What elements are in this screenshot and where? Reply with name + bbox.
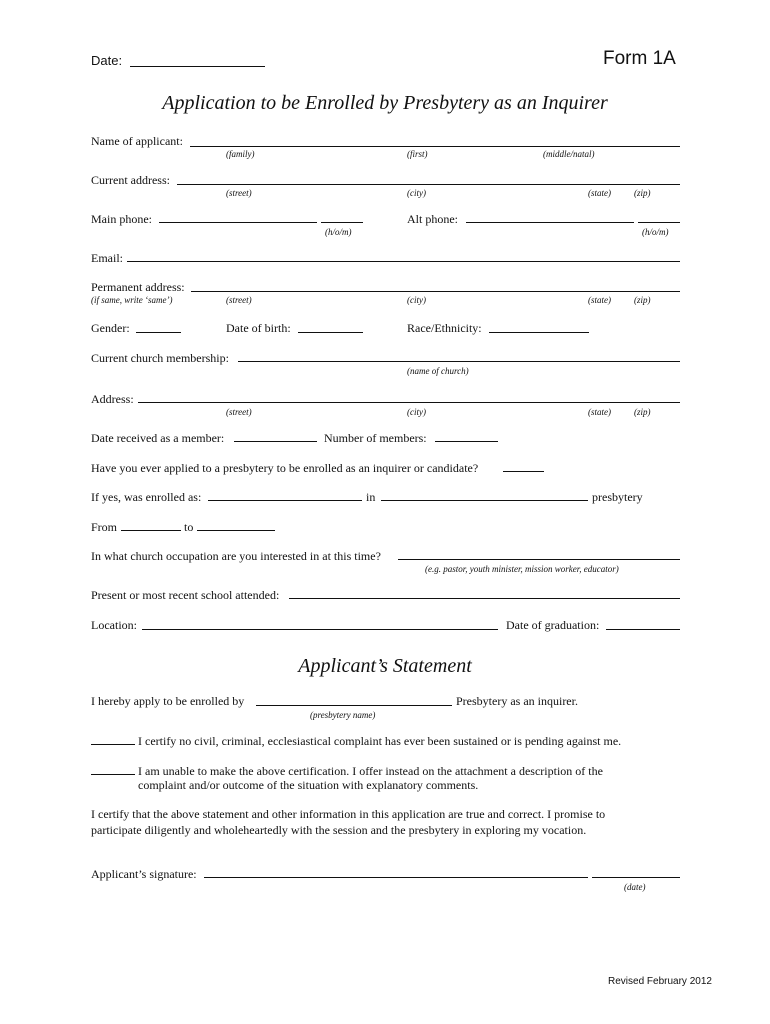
- date-received-field[interactable]: [234, 441, 317, 442]
- name-first-hint: (first): [407, 149, 428, 159]
- church-street-hint: (street): [226, 407, 252, 417]
- from-field[interactable]: [121, 530, 181, 531]
- graduation-field[interactable]: [606, 629, 680, 630]
- perm-zip-hint: (zip): [634, 295, 651, 305]
- church-field[interactable]: [238, 361, 680, 362]
- address-field[interactable]: [177, 184, 680, 185]
- church-label: Current church membership:: [91, 351, 229, 365]
- dob-label: Date of birth:: [226, 321, 291, 335]
- alt-phone-type-field[interactable]: [638, 222, 680, 223]
- date-received-label: Date received as a member:: [91, 431, 225, 445]
- applied-answer-field[interactable]: [503, 471, 544, 472]
- certify-paragraph: I certify that the above statement and other information in this application are true and correct. I promise to participate diligently and wholeheartedly with the session and the presbytery in exploring my vocation.: [91, 807, 606, 837]
- apply-suffix: Presbytery as an inquirer.: [456, 694, 578, 708]
- main-phone-type-field[interactable]: [321, 222, 363, 223]
- church-zip-hint: (zip): [634, 407, 651, 417]
- alt-phone-type-hint: (h/o/m): [642, 227, 669, 237]
- alt-phone-label: Alt phone:: [407, 212, 458, 226]
- date-label: Date:: [91, 53, 123, 68]
- perm-state-hint: (state): [588, 295, 611, 305]
- enrolled-label: If yes, was enrolled as:: [91, 490, 202, 504]
- page-title: Application to be Enrolled by Presbytery as an Inquirer: [162, 92, 608, 114]
- signature-label: Applicant’s signature:: [91, 867, 197, 881]
- zip-hint: (zip): [634, 188, 651, 198]
- occupation-field[interactable]: [398, 559, 680, 560]
- main-phone-type-hint: (h/o/m): [325, 227, 352, 237]
- email-field[interactable]: [127, 261, 680, 262]
- statement-heading: Applicant’s Statement: [298, 655, 472, 677]
- race-field[interactable]: [489, 332, 589, 333]
- perm-city-hint: (city): [407, 295, 426, 305]
- name-family-hint: (family): [226, 149, 255, 159]
- members-label: Number of members:: [324, 431, 427, 445]
- from-label: From: [91, 520, 118, 534]
- name-middle-hint: (middle/natal): [543, 149, 595, 159]
- certify-2-initial-field[interactable]: [91, 774, 135, 775]
- name-field[interactable]: [190, 146, 680, 147]
- name-label: Name of applicant:: [91, 134, 183, 148]
- certify-1-text: I certify no civil, criminal, ecclesiastical complaint has ever been sustained or is pending against me.: [138, 734, 622, 748]
- in-label: in: [366, 490, 376, 504]
- perm-address-label: Permanent address:: [91, 280, 185, 294]
- gender-label: Gender:: [91, 321, 130, 335]
- presbytery-name-note: (presbytery name): [310, 710, 376, 720]
- email-label: Email:: [91, 251, 123, 265]
- street-hint: (street): [226, 188, 252, 198]
- graduation-label: Date of graduation:: [506, 618, 600, 632]
- state-hint: (state): [588, 188, 611, 198]
- certify-2-line1: I am unable to make the above certification. I offer instead on the attachment a description of the: [138, 764, 603, 778]
- school-label: Present or most recent school attended:: [91, 588, 280, 602]
- main-phone-field[interactable]: [159, 222, 317, 223]
- perm-address-field[interactable]: [191, 291, 680, 292]
- members-field[interactable]: [435, 441, 498, 442]
- perm-address-note: (if same, write ‘same’): [91, 295, 173, 305]
- race-label: Race/Ethnicity:: [407, 321, 482, 335]
- certify-2-line2: complaint and/or outcome of the situation with explanatory comments.: [138, 778, 479, 792]
- to-label: to: [184, 520, 194, 534]
- church-address-field[interactable]: [138, 402, 680, 403]
- address-label: Current address:: [91, 173, 170, 187]
- location-label: Location:: [91, 618, 137, 632]
- school-field[interactable]: [289, 598, 680, 599]
- revised-note: Revised February 2012: [608, 976, 712, 987]
- date-field[interactable]: [130, 66, 265, 67]
- form-id: Form 1A: [603, 48, 676, 69]
- church-address-label: Address:: [91, 392, 134, 406]
- gender-field[interactable]: [136, 332, 181, 333]
- main-phone-label: Main phone:: [91, 212, 152, 226]
- applied-question: Have you ever applied to a presbytery to be enrolled as an inquirer or candidate?: [91, 461, 479, 475]
- church-note: (name of church): [407, 366, 469, 376]
- perm-street-hint: (street): [226, 295, 252, 305]
- to-field[interactable]: [197, 530, 275, 531]
- signature-date-field[interactable]: [592, 877, 680, 878]
- enrolled-as-field[interactable]: [208, 500, 362, 501]
- occupation-label: In what church occupation are you interested in at this time?: [91, 549, 381, 563]
- signature-field[interactable]: [204, 877, 588, 878]
- city-hint: (city): [407, 188, 426, 198]
- alt-phone-field[interactable]: [466, 222, 634, 223]
- location-field[interactable]: [142, 629, 498, 630]
- signature-date-note: (date): [624, 882, 646, 892]
- occupation-note: (e.g. pastor, youth minister, mission worker, educator): [425, 564, 619, 574]
- presbytery-field[interactable]: [381, 500, 588, 501]
- church-state-hint: (state): [588, 407, 611, 417]
- apply-prefix: I hereby apply to be enrolled by: [91, 694, 245, 708]
- presbytery-name-field[interactable]: [256, 705, 452, 706]
- church-city-hint: (city): [407, 407, 426, 417]
- certify-1-initial-field[interactable]: [91, 744, 135, 745]
- presbytery-label: presbytery: [592, 490, 643, 504]
- dob-field[interactable]: [298, 332, 363, 333]
